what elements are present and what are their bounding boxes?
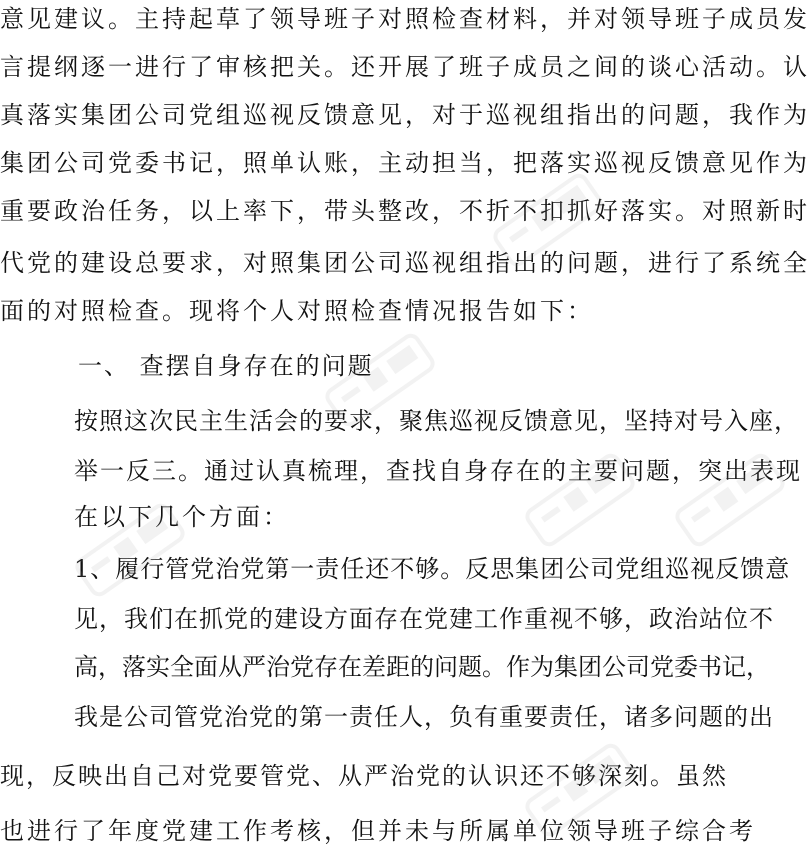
text-line: 我是公司管党治党的第一责任人，负有重要责任，诸多问题的出: [74, 703, 774, 731]
text-line: 也进行了年度党建工作考核，但并未与所属单位领导班子综合考: [0, 817, 756, 845]
text-line: 代党的建设总要求，对照集团公司巡视组指出的问题，进行了系统全: [0, 249, 810, 277]
text-line: 现，反映出自己对党要管党、从严治党的认识还不够深刻。虽然: [0, 762, 728, 790]
text-line: 重要政治任务，以上率下，带头整改，不折不扣抓好落实。对照新时: [0, 197, 810, 225]
text-line: 1、履行管党治党第一责任还不够。反思集团公司党组巡视反馈意: [74, 555, 791, 583]
text-line: 举一反三。通过认真梳理，查找自身存在的主要问题，突出表现: [74, 457, 802, 485]
text-line: 见，我们在抓党的建设方面存在党建工作重视不够，政治站位不: [74, 605, 774, 633]
text-line: 在以下几个方面：: [74, 503, 290, 531]
text-line: 面的对照检查。现将个人对照检查情况报告如下：: [0, 297, 594, 325]
text-line: 按照这次民主生活会的要求，聚焦巡视反馈意见，坚持对号入座，: [74, 407, 799, 435]
text-line: 真落实集团公司党组巡视反馈意见，对于巡视组指出的问题，我作为: [0, 101, 810, 129]
section-heading: 一、 查摆自身存在的问题: [78, 352, 374, 380]
text-line: 意见建议。主持起草了领导班子对照检查材料，并对领导班子成员发: [0, 5, 810, 33]
text-line: 言提纲逐一进行了审核把关。还开展了班子成员之间的谈心活动。认: [0, 53, 810, 81]
text-line: 集团公司党委书记，照单认账，主动担当，把落实巡视反馈意见作为: [0, 149, 810, 177]
text-line: 高，落实全面从严治党存在差距的问题。作为集团公司党委书记，: [74, 653, 770, 681]
